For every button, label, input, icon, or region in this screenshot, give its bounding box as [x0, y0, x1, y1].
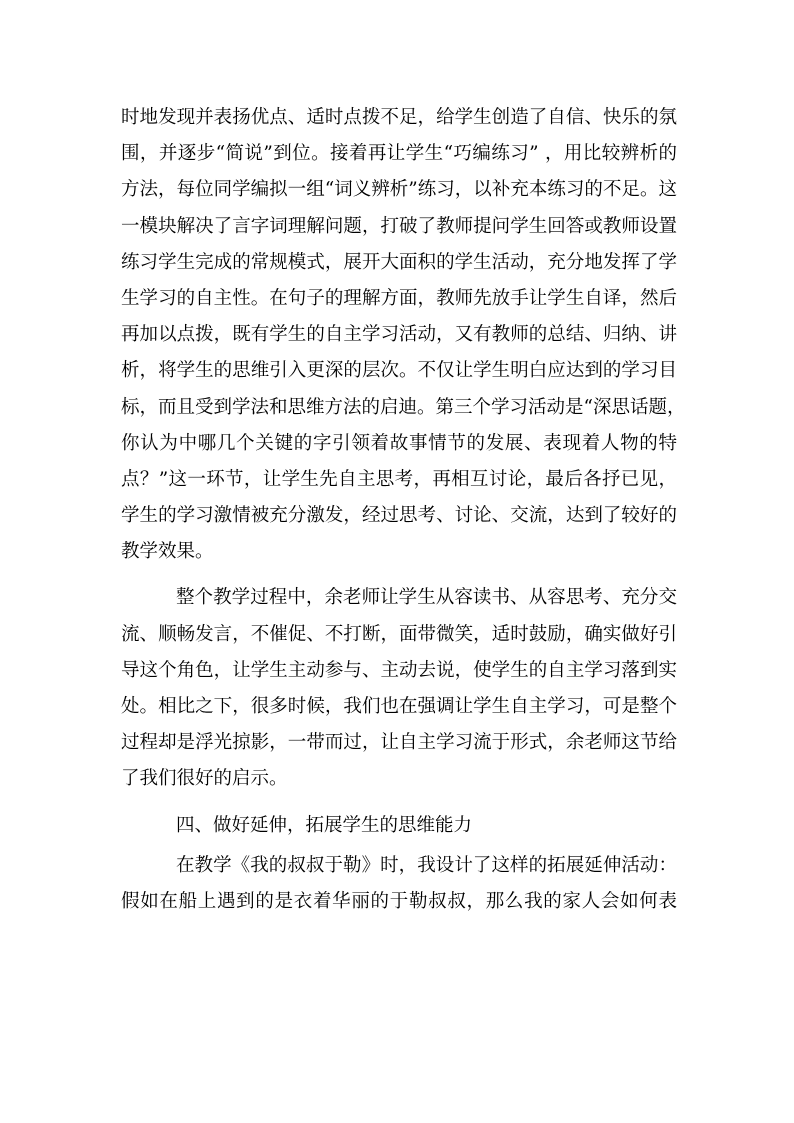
paragraph-1 [121, 100, 686, 570]
text-line: 你认为中哪几个关键的字引领着故事情节的发展、表现着人物的特 [121, 432, 677, 454]
text-line: 围，并逐步“简说”到位。接着再让学生“巧编练习” ，用比较辨析的 [121, 143, 677, 165]
paragraph-2 [121, 580, 677, 797]
document-page [121, 100, 686, 920]
text-line: 学生的学习激情被充分激发，经过思考、讨论、交流，达到了较好的 [121, 505, 677, 527]
text-line: 析，将学生的思维引入更深的层次。不仅让学生明白应达到的学习目 [121, 360, 677, 382]
text-line: 时地发现并表扬优点、适时点拨不足，给学生创造了自信、快乐的氛 [121, 107, 677, 128]
text-line: 再加以点拨，既有学生的自主学习活动，又有教师的总结、归纳、讲 [121, 324, 677, 346]
text-line: 教学效果。 [121, 541, 214, 563]
text-line: 假如在船上遇到的是衣着华丽的于勒叔叔，那么我的家人会如何表 [121, 890, 677, 912]
paragraph-3 [121, 848, 677, 920]
text-line: 在教学《我的叔叔于勒》时，我设计了这样的拓展延伸活动： [176, 854, 677, 876]
section-heading: 四、做好延伸，拓展学生的思维能力 [176, 814, 473, 836]
text-line: 整个教学过程中，余老师让学生从容读书、从容思考、充分交 [176, 587, 677, 609]
text-line: 点？”这一环节，让学生先自主思考，再相互讨论，最后各抒已见， [121, 468, 677, 490]
text-line: 一模块解决了言字词理解问题，打破了教师提问学生回答或教师设置 [121, 215, 677, 237]
text-line: 导这个角色，让学生主动参与、主动去说，使学生的自主学习落到实 [121, 659, 677, 681]
paragraph-gap [121, 798, 677, 808]
text-line: 流、顺畅发言，不催促、不打断，面带微笑，适时鼓励，确实做好引 [121, 623, 677, 645]
text-line: 生学习的自主性。在句子的理解方面，教师先放手让学生自译，然后 [121, 287, 677, 309]
text-line: 了我们很好的启示。 [121, 768, 288, 790]
paragraph-gap [121, 570, 677, 580]
text-line: 处。相比之下，很多时候，我们也在强调让学生自主学习，可是整个 [121, 696, 677, 717]
text-line: 标，而且受到学法和思维方法的启迪。第三个学习活动是“深思话题， [121, 396, 686, 418]
text-line: 过程却是浮光掠影，一带而过，让自主学习流于形式，余老师这节给 [121, 732, 677, 754]
text-line: 练习学生完成的常规模式，展开大面积的学生活动，充分地发挥了学 [121, 251, 677, 273]
text-line: 方法，每位同学编拟一组“词义辨析”练习，以补充本练习的不足。这 [121, 179, 677, 201]
